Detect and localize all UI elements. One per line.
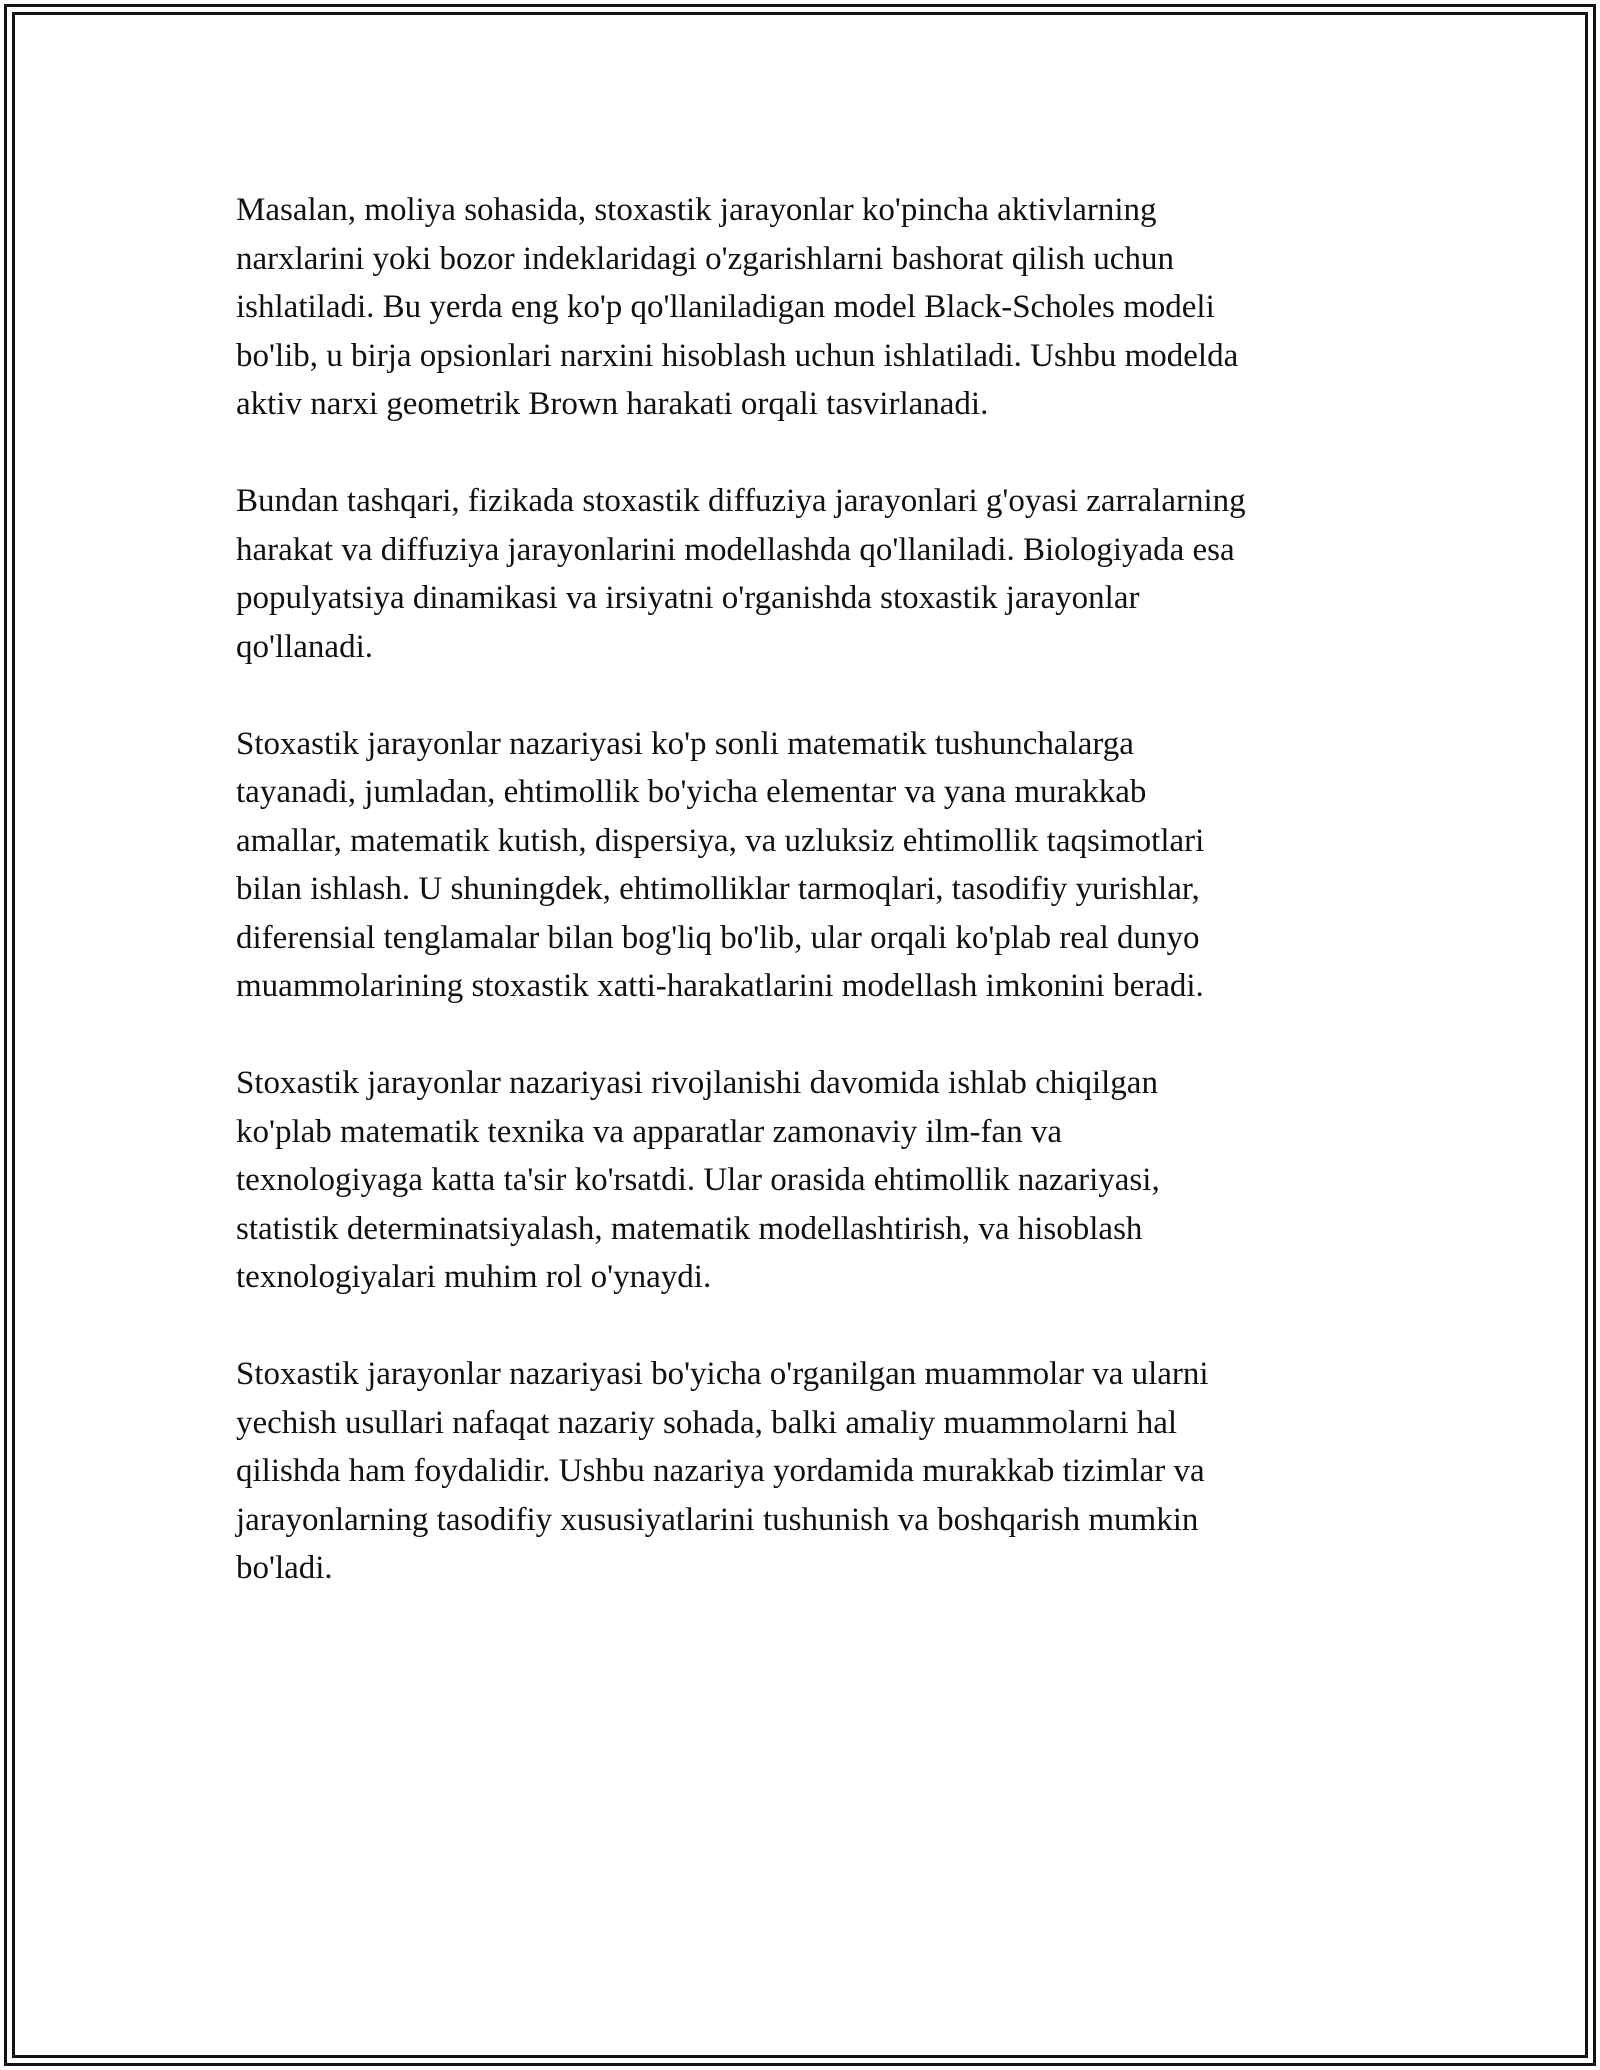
paragraph-mathematical-concepts: Stoxastik jarayonlar nazariyasi ko'p sonli matematik tushunchalarga tayanadi, jumladan, ehtimollik bo'yicha elementar va yana murakkab amallar, matematik kutish, dispersiya, va uzluksiz ehtimollik taqsimotlari bilan ishlash. U shuningdek, ehtimolliklar tarmoqlari, tasodifiy yurishlar, diferensial tenglamalar bilan bog'liq bo'lib, ular orqali ko'plab real dunyo muammolarining stoxastik xatti-harakatlarini modellash imkonini beradi.: [236, 725, 1205, 1004]
document-body: [236, 186, 1376, 1641]
paragraph-technology-impact: Stoxastik jarayonlar nazariyasi rivojlanishi davomida ishlab chiqilgan ko'plab matematik texnika va apparatlar zamonaviy ilm-fan va texnologiyaga katta ta'sir ko'rsatdi. Ular orasida ehtimollik nazariyasi, statistik determinatsiyalash, matematik modellashtirish, va hisoblash texnologiyalari muhim rol o'ynaydi.: [236, 1065, 1160, 1295]
paragraph-finance: Masalan, moliya sohasida, stoxastik jarayonlar ko'pincha aktivlarning narxlarini yoki bozor indeklaridagi o'zgarishlarni bashorat qilish uchun ishlatiladi. Bu yerda eng ko'p qo'llaniladigan model Black-Scholes modeli bo'lib, u birja opsionlari narxini hisoblash uchun ishlatiladi. Ushbu modelda aktiv narxi geometrik Brown harakati orqali tasvirlanadi.: [236, 192, 1239, 422]
paragraph-physics-biology: Bundan tashqari, fizikada stoxastik diffuziya jarayonlari g'oyasi zarralarning harakat va diffuziya jarayonlarini modellashda qo'llaniladi. Biologiyada esa populyatsiya dinamikasi va irsiyatni o'rganishda stoxastik jarayonlar qo'llanadi.: [236, 483, 1246, 665]
paragraph-applications: Stoxastik jarayonlar nazariyasi bo'yicha o'rganilgan muammolar va ularni yechish usullari nafaqat nazariy sohada, balki amaliy muammolarni hal qilishda ham foydalidir. Ushbu nazariya yordamida murakkab tizimlar va jarayonlarning tasodifiy xususiyatlarini tushunish va boshqarish mumkin bo'ladi.: [236, 1356, 1209, 1586]
